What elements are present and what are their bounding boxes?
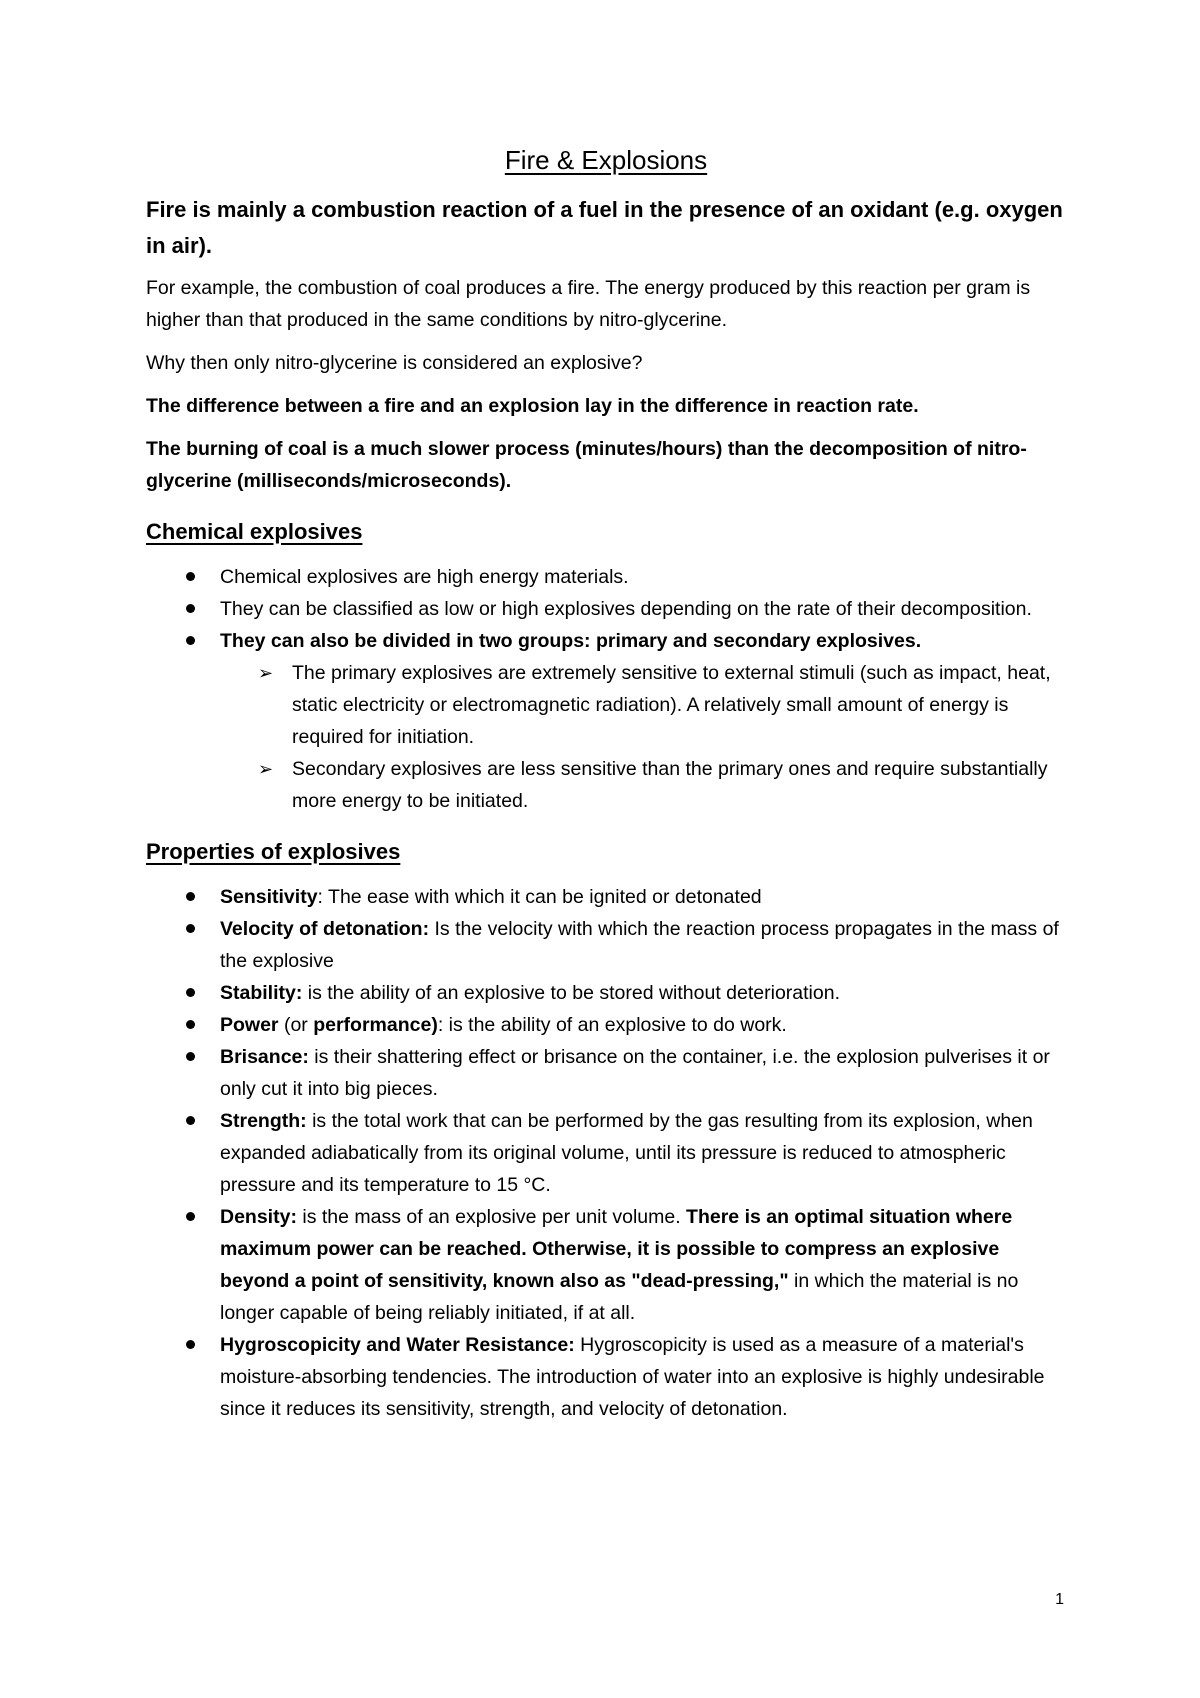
property-text: : The ease with which it can be ignited or detonated xyxy=(317,886,762,908)
page-title: Fire & Explosions xyxy=(504,145,708,175)
paragraph-coal-example: For example, the combustion of coal produces a fire. The energy produced by this reaction per gram is higher than that produced in the same conditions by nitro-glycerine. xyxy=(146,277,1031,331)
bullet-icon xyxy=(186,1340,195,1349)
list-item xyxy=(146,1201,1066,1329)
arrow-bullet-icon: ➢ xyxy=(258,759,274,779)
property-term: Power xyxy=(220,1014,279,1036)
property-text-secondary: : is the ability of an explosive to do work. xyxy=(437,1014,787,1036)
heading-properties-of-explosives: Properties of explosives xyxy=(146,839,401,864)
property-text: is the total work that can be performed by the gas resulting from its explosion, when expanded adiabatically from its original volume, until its pressure is reduced to atmospheric pressure and its temperature to 15 °C. xyxy=(220,1110,1033,1196)
property-term: Brisance: xyxy=(220,1046,309,1068)
arrow-bullet-icon: ➢ xyxy=(258,663,274,683)
bullet-icon xyxy=(186,636,195,645)
list-item-text: They can also be divided in two groups: primary and secondary explosives. xyxy=(220,630,922,652)
page-content xyxy=(146,140,1066,1425)
list-item xyxy=(146,625,1066,657)
paragraph-question: Why then only nitro-glycerine is considered an explosive? xyxy=(146,352,643,374)
chemical-explosives-list xyxy=(146,561,1066,657)
property-text: is the mass of an explosive per unit volume. xyxy=(296,1206,687,1228)
property-text-secondary: in which the material is no longer capable of being reliably initiated, if at all. xyxy=(220,1270,1019,1324)
list-item xyxy=(146,977,1066,1009)
bullet-icon xyxy=(186,572,195,581)
explosive-groups-sublist xyxy=(146,657,1066,817)
list-item xyxy=(146,1041,1066,1105)
property-term: Sensitivity xyxy=(220,886,318,908)
sublist-item xyxy=(146,657,1066,753)
bullet-icon xyxy=(186,892,195,901)
property-term: Stability: xyxy=(220,982,303,1004)
paragraph-burning-coal: The burning of coal is a much slower process (minutes/hours) than the decomposition of nitro-glycerine (milliseconds/microseconds). xyxy=(146,438,1027,492)
properties-list xyxy=(146,881,1066,1425)
bullet-icon xyxy=(186,988,195,997)
sublist-item xyxy=(146,753,1066,817)
list-item xyxy=(146,1009,1066,1041)
property-term: Density: xyxy=(220,1206,297,1228)
sublist-item-text: Secondary explosives are less sensitive than the primary ones and require substantially more energy to be initiated. xyxy=(292,758,1048,812)
property-term-secondary: There is an optimal situation where maximum power can be reached. Otherwise, it is possible to compress an explosive beyond a point of sensitivity, known also as "dead-pressing," xyxy=(220,1206,1013,1292)
bullet-icon xyxy=(186,1212,195,1221)
list-item xyxy=(146,1105,1066,1201)
heading-chemical-explosives: Chemical explosives xyxy=(146,519,363,544)
bullet-icon xyxy=(186,604,195,613)
list-item-text: They can be classified as low or high explosives depending on the rate of their decomposition. xyxy=(220,598,1032,620)
lead-statement: Fire is mainly a combustion reaction of a fuel in the presence of an oxidant (e.g. oxygen in air). xyxy=(146,197,1063,258)
bullet-icon xyxy=(186,1052,195,1061)
list-item xyxy=(146,593,1066,625)
property-text: Is the velocity with which the reaction process propagates in the mass of the explosive xyxy=(220,918,1059,972)
sublist-item-text: The primary explosives are extremely sensitive to external stimuli (such as impact, heat, static electricity or electromagnetic radiation). A relatively small amount of energy is required for initiation. xyxy=(292,662,1051,748)
property-term: Velocity of detonation: xyxy=(220,918,430,940)
property-text: is their shattering effect or brisance on the container, i.e. the explosion pulverises it or only cut it into big pieces. xyxy=(220,1046,1050,1100)
property-text: is the ability of an explosive to be stored without deterioration. xyxy=(302,982,840,1004)
property-text: Hygroscopicity is used as a measure of a material's moisture-absorbing tendencies. The introduction of water into an explosive is highly undesirable since it reduces its sensitivity, strength, and velocity of detonation. xyxy=(220,1334,1045,1420)
list-item xyxy=(146,561,1066,593)
bullet-icon xyxy=(186,1020,195,1029)
property-term-secondary: performance) xyxy=(313,1014,438,1036)
list-item xyxy=(146,881,1066,913)
list-item xyxy=(146,913,1066,977)
paragraph-reaction-rate: The difference between a fire and an explosion lay in the difference in reaction rate. xyxy=(146,395,919,417)
list-item-text: Chemical explosives are high energy materials. xyxy=(220,566,629,588)
bullet-icon xyxy=(186,1116,195,1125)
list-item xyxy=(146,1329,1066,1425)
bullet-icon xyxy=(186,924,195,933)
property-term: Hygroscopicity and Water Resistance: xyxy=(220,1334,575,1356)
property-term: Strength: xyxy=(220,1110,307,1132)
property-text: (or xyxy=(278,1014,314,1036)
page-number: 1 xyxy=(1055,1591,1064,1608)
